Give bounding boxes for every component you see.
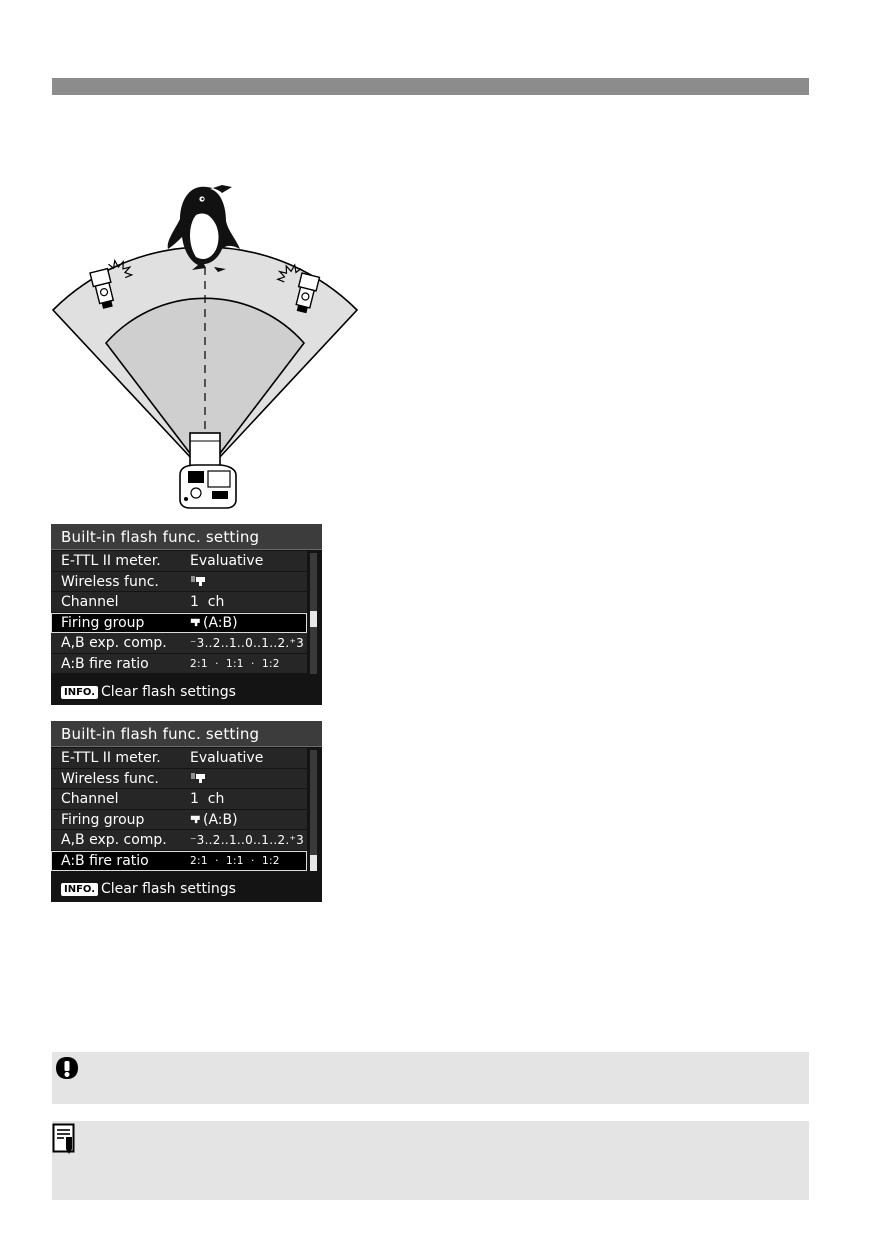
scrollbar-thumb[interactable] [310,611,317,627]
screen-title: Built-in flash func. setting [51,524,322,550]
screen-footer [51,679,322,705]
setting-value-wrapper [190,613,238,634]
caution-note [52,1052,809,1104]
setting-value: (A:B) [203,614,238,631]
footer-text: Clear flash settings [101,684,236,700]
setting-value: 2:1 · 1:1 · 1:2 [190,657,280,670]
setting-label: E-TTL II meter. [61,553,161,569]
setting-row-channel[interactable] [51,789,307,810]
scrollbar[interactable] [310,750,317,871]
flash-settings-screen-2 [51,721,322,902]
page-header-bar [52,78,809,95]
setting-label: A,B exp. comp. [61,832,167,848]
setting-label: Firing group [61,614,145,631]
setting-label: Wireless func. [61,573,159,590]
flash-settings-screen-1 [51,524,322,705]
settings-list [51,748,307,871]
setting-value: Evaluative [190,750,264,766]
setting-value [190,769,206,790]
setting-label: E-TTL II meter. [61,750,161,766]
setting-label: A:B fire ratio [61,655,149,672]
setting-row-ab-fire-ratio[interactable] [51,851,307,872]
setting-value: ⁻3..2..1..0..1..2.⁺3 [190,636,305,650]
screen-title: Built-in flash func. setting [51,721,322,747]
memo-note [52,1121,809,1200]
setting-row-ettl-metering[interactable] [51,551,307,572]
footer-text: Clear flash settings [101,881,236,897]
setting-row-ab-fire-ratio[interactable] [51,654,307,675]
setting-row-firing-group[interactable] [51,613,307,634]
info-button-badge[interactable]: INFO. [61,883,98,896]
flash-gun-icon [190,616,203,628]
caution-icon [54,1055,80,1081]
setting-label: A:B fire ratio [61,852,149,869]
setting-label: A,B exp. comp. [61,635,167,651]
setting-row-ettl-metering[interactable] [51,748,307,769]
setting-value-wrapper [190,810,238,831]
setting-label: Channel [61,594,119,610]
setting-row-channel[interactable] [51,592,307,613]
setting-value: 2:1 · 1:1 · 1:2 [190,854,280,867]
settings-list [51,551,307,674]
setting-value: Evaluative [190,553,264,569]
setting-value: 1 ch [190,594,225,610]
setting-label: Firing group [61,811,145,828]
info-button-badge[interactable]: INFO. [61,686,98,699]
wireless-flash-diagram [50,175,360,510]
setting-row-ab-exp-comp[interactable] [51,633,307,654]
flash-gun-icon [190,575,206,587]
scrollbar-thumb[interactable] [310,855,317,871]
screen-footer [51,876,322,902]
setting-row-wireless-func[interactable] [51,769,307,790]
setting-value: ⁻3..2..1..0..1..2.⁺3 [190,833,305,847]
setting-value [190,572,206,593]
setting-row-firing-group[interactable] [51,810,307,831]
flash-gun-icon [190,813,203,825]
setting-label: Wireless func. [61,770,159,787]
memo-icon [52,1123,78,1155]
setting-row-wireless-func[interactable] [51,572,307,593]
scrollbar[interactable] [310,553,317,674]
setting-value: 1 ch [190,791,225,807]
setting-row-ab-exp-comp[interactable] [51,830,307,851]
flash-gun-icon [190,772,206,784]
setting-value: (A:B) [203,811,238,828]
setting-label: Channel [61,791,119,807]
